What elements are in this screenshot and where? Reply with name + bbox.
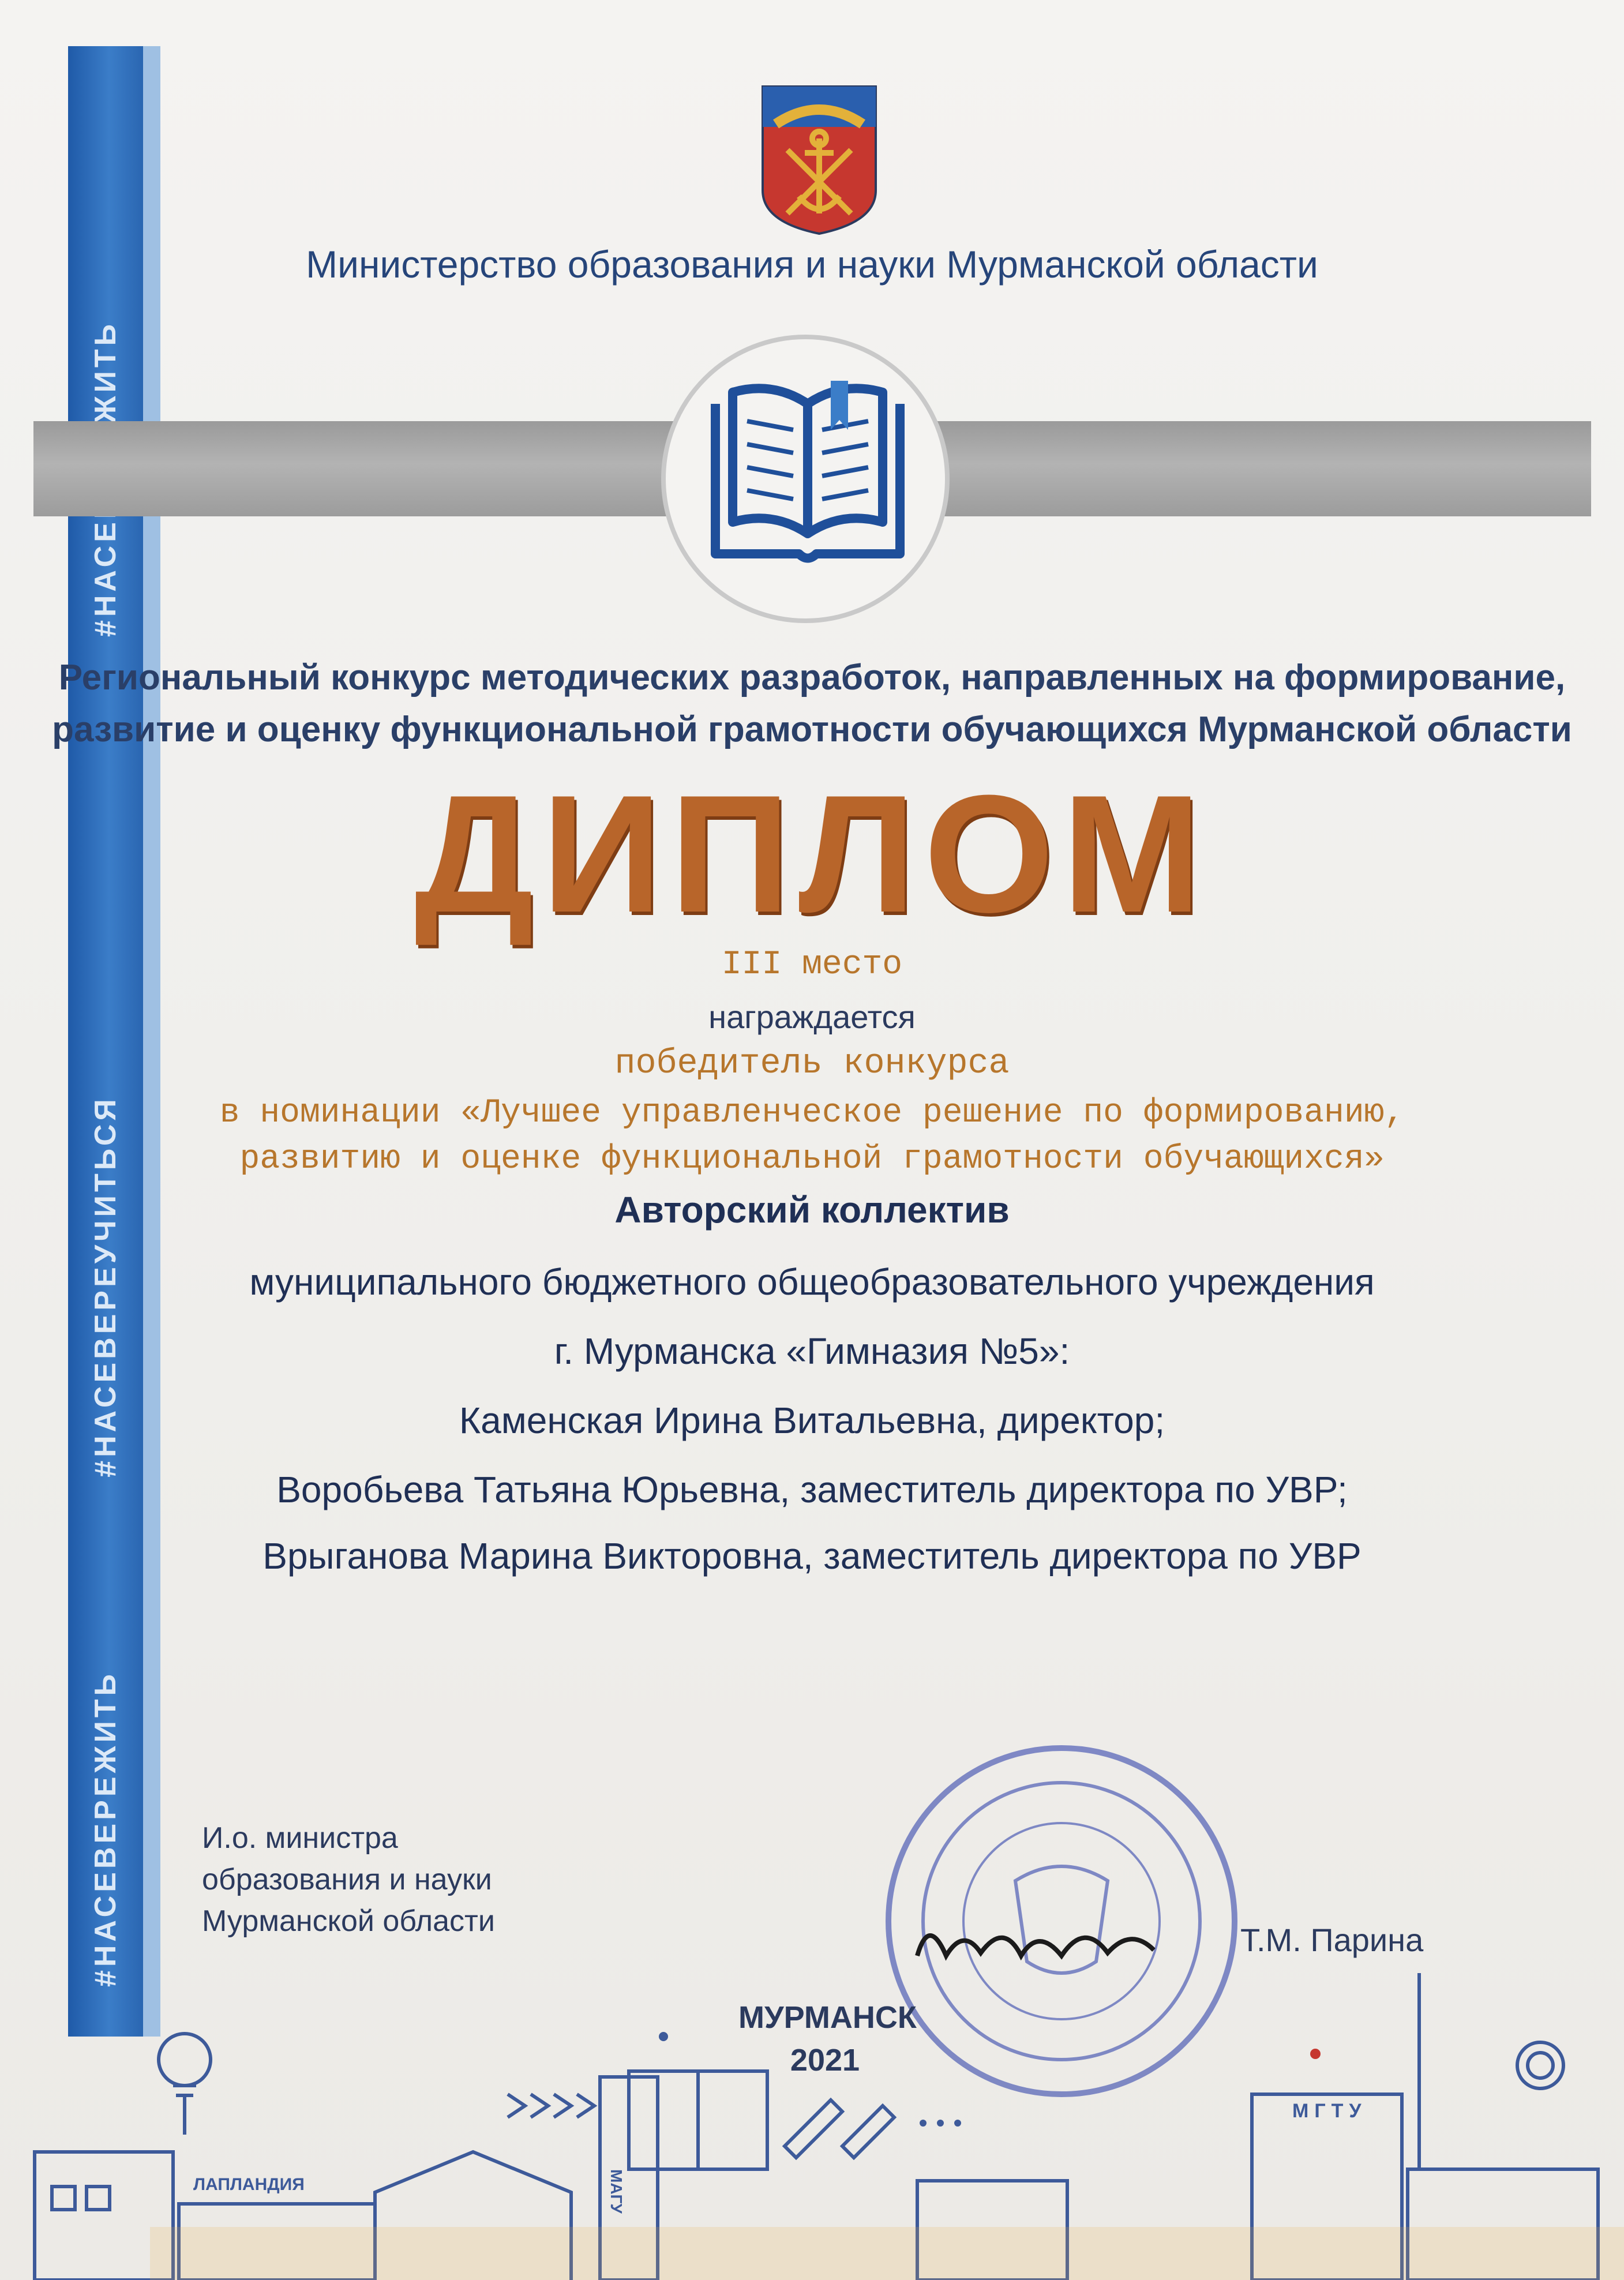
hashtag-3: #НАСЕВЕРЕЖИТЬ <box>89 1670 122 1987</box>
ministry-title: Министерство образования и науки Мурманской области <box>306 243 1318 286</box>
building-label-magu: МАГУ <box>607 2169 625 2214</box>
author-line: Каменская Ирина Витальевна, директор; <box>459 1400 1165 1441</box>
contest-line: Региональный конкурс методических разработок, направленных на формирование, <box>58 658 1566 697</box>
nomination-line: развитию и оценке функциональной грамотности обучающихся» <box>239 1141 1385 1178</box>
signatory-title-line: И.о. министра <box>202 1821 398 1855</box>
awarded-label: награждается <box>708 999 916 1035</box>
place-label: III место <box>721 946 903 984</box>
school-line: муниципального бюджетного общеобразовательного учреждения <box>249 1261 1375 1303</box>
pen-icon <box>785 2100 894 2158</box>
hashtag-2: #НАСЕВЕРЕУЧИТЬСЯ <box>89 1096 122 1477</box>
nomination-line: в номинации «Лучшее управленческое решение по формированию, <box>219 1094 1405 1132</box>
winner-label: победитель конкурса <box>614 1044 1010 1083</box>
signatory-title-line: Мурманской области <box>202 1904 495 1938</box>
signatory-name: Т.М. Парина <box>1240 1922 1424 1958</box>
school-name-line: г. Мурманска «Гимназия №5»: <box>554 1330 1070 1372</box>
signatory-title-line: образования и науки <box>202 1863 492 1896</box>
collective-label: Авторский коллектив <box>614 1189 1010 1231</box>
building-label-lapland: ЛАПЛАНДИЯ <box>193 2175 305 2194</box>
contest-line: развитие и оценку функциональной грамотности обучающихся Мурманской области <box>52 710 1572 749</box>
diploma-heading: ДИПЛОМ <box>414 760 1210 947</box>
city-label: МУРМАНСК <box>738 2000 917 2035</box>
author-line: Врыганова Марина Викторовна, заместитель директора по УВР <box>262 1535 1362 1577</box>
year-label: 2021 <box>790 2043 860 2078</box>
building-label-mgtu: МГТУ <box>1292 2100 1367 2122</box>
author-line: Воробьева Татьяна Юрьевна, заместитель директора по УВР; <box>276 1469 1348 1510</box>
lightbulb-icon <box>159 2034 211 2135</box>
